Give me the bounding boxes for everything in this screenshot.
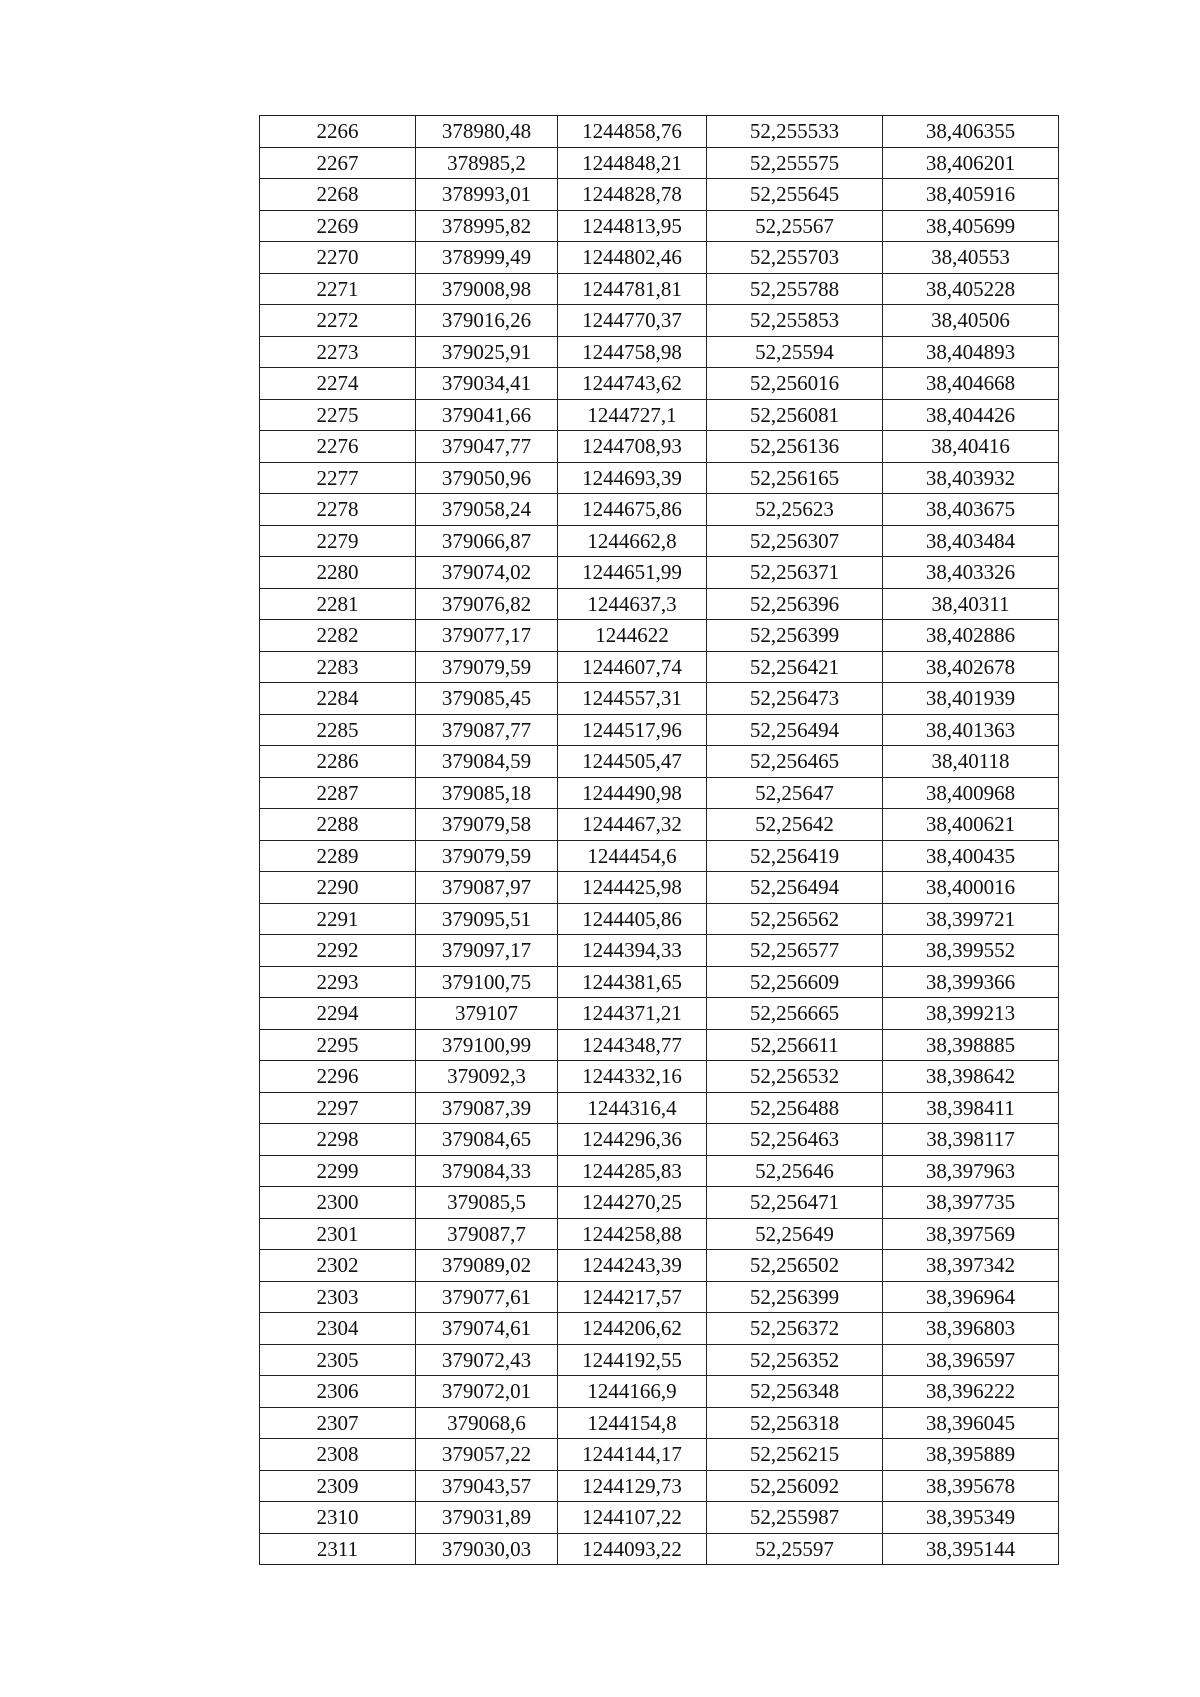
y-coordinate-cell: 1244607,74 — [558, 651, 707, 683]
y-coordinate-cell: 1244770,37 — [558, 305, 707, 337]
point-number-cell: 2280 — [260, 557, 416, 589]
point-number-cell: 2270 — [260, 242, 416, 274]
y-coordinate-cell: 1244296,36 — [558, 1124, 707, 1156]
y-coordinate-cell: 1244848,21 — [558, 147, 707, 179]
x-coordinate-cell: 379100,99 — [416, 1029, 558, 1061]
table-row — [260, 1313, 1059, 1345]
longitude-cell: 38,404668 — [883, 368, 1059, 400]
longitude-cell: 38,405228 — [883, 273, 1059, 305]
x-coordinate-cell: 378993,01 — [416, 179, 558, 211]
table-row — [260, 1344, 1059, 1376]
latitude-cell: 52,25647 — [707, 777, 883, 809]
longitude-cell: 38,403932 — [883, 462, 1059, 494]
x-coordinate-cell: 379034,41 — [416, 368, 558, 400]
x-coordinate-cell: 379047,77 — [416, 431, 558, 463]
x-coordinate-cell: 379016,26 — [416, 305, 558, 337]
longitude-cell: 38,399213 — [883, 998, 1059, 1030]
table-row — [260, 557, 1059, 589]
latitude-cell: 52,256399 — [707, 620, 883, 652]
y-coordinate-cell: 1244316,4 — [558, 1092, 707, 1124]
point-number-cell: 2287 — [260, 777, 416, 809]
table-row — [260, 368, 1059, 400]
longitude-cell: 38,395678 — [883, 1470, 1059, 1502]
longitude-cell: 38,395889 — [883, 1439, 1059, 1471]
point-number-cell: 2306 — [260, 1376, 416, 1408]
point-number-cell: 2278 — [260, 494, 416, 526]
table-row — [260, 1124, 1059, 1156]
latitude-cell: 52,256465 — [707, 746, 883, 778]
longitude-cell: 38,399721 — [883, 903, 1059, 935]
table-row — [260, 714, 1059, 746]
point-number-cell: 2299 — [260, 1155, 416, 1187]
table-row — [260, 966, 1059, 998]
latitude-cell: 52,255788 — [707, 273, 883, 305]
table-row — [260, 1092, 1059, 1124]
point-number-cell: 2289 — [260, 840, 416, 872]
y-coordinate-cell: 1244662,8 — [558, 525, 707, 557]
longitude-cell: 38,396222 — [883, 1376, 1059, 1408]
latitude-cell: 52,256396 — [707, 588, 883, 620]
x-coordinate-cell: 379074,02 — [416, 557, 558, 589]
table-row — [260, 840, 1059, 872]
y-coordinate-cell: 1244093,22 — [558, 1533, 707, 1565]
table-row — [260, 1250, 1059, 1282]
point-number-cell: 2294 — [260, 998, 416, 1030]
point-number-cell: 2293 — [260, 966, 416, 998]
y-coordinate-cell: 1244192,55 — [558, 1344, 707, 1376]
longitude-cell: 38,397342 — [883, 1250, 1059, 1282]
latitude-cell: 52,256081 — [707, 399, 883, 431]
latitude-cell: 52,256473 — [707, 683, 883, 715]
longitude-cell: 38,403675 — [883, 494, 1059, 526]
coordinates-table-body — [260, 116, 1059, 1565]
point-number-cell: 2301 — [260, 1218, 416, 1250]
table-row — [260, 1470, 1059, 1502]
y-coordinate-cell: 1244517,96 — [558, 714, 707, 746]
point-number-cell: 2311 — [260, 1533, 416, 1565]
latitude-cell: 52,25594 — [707, 336, 883, 368]
point-number-cell: 2266 — [260, 116, 416, 148]
point-number-cell: 2297 — [260, 1092, 416, 1124]
longitude-cell: 38,395349 — [883, 1502, 1059, 1534]
y-coordinate-cell: 1244858,76 — [558, 116, 707, 148]
longitude-cell: 38,396597 — [883, 1344, 1059, 1376]
table-row — [260, 462, 1059, 494]
x-coordinate-cell: 379077,17 — [416, 620, 558, 652]
point-number-cell: 2298 — [260, 1124, 416, 1156]
y-coordinate-cell: 1244467,32 — [558, 809, 707, 841]
point-number-cell: 2300 — [260, 1187, 416, 1219]
longitude-cell: 38,398411 — [883, 1092, 1059, 1124]
longitude-cell: 38,404893 — [883, 336, 1059, 368]
y-coordinate-cell: 1244802,46 — [558, 242, 707, 274]
longitude-cell: 38,400621 — [883, 809, 1059, 841]
longitude-cell: 38,403484 — [883, 525, 1059, 557]
point-number-cell: 2271 — [260, 273, 416, 305]
point-number-cell: 2295 — [260, 1029, 416, 1061]
latitude-cell: 52,256352 — [707, 1344, 883, 1376]
table-row — [260, 903, 1059, 935]
longitude-cell: 38,396045 — [883, 1407, 1059, 1439]
table-row — [260, 1029, 1059, 1061]
latitude-cell: 52,256136 — [707, 431, 883, 463]
point-number-cell: 2279 — [260, 525, 416, 557]
y-coordinate-cell: 1244285,83 — [558, 1155, 707, 1187]
point-number-cell: 2291 — [260, 903, 416, 935]
longitude-cell: 38,406201 — [883, 147, 1059, 179]
longitude-cell: 38,405699 — [883, 210, 1059, 242]
y-coordinate-cell: 1244622 — [558, 620, 707, 652]
latitude-cell: 52,25646 — [707, 1155, 883, 1187]
x-coordinate-cell: 379043,57 — [416, 1470, 558, 1502]
x-coordinate-cell: 379087,97 — [416, 872, 558, 904]
table-row — [260, 809, 1059, 841]
longitude-cell: 38,397963 — [883, 1155, 1059, 1187]
point-number-cell: 2268 — [260, 179, 416, 211]
x-coordinate-cell: 379008,98 — [416, 273, 558, 305]
x-coordinate-cell: 379058,24 — [416, 494, 558, 526]
x-coordinate-cell: 379079,58 — [416, 809, 558, 841]
longitude-cell: 38,40416 — [883, 431, 1059, 463]
table-row — [260, 242, 1059, 274]
y-coordinate-cell: 1244693,39 — [558, 462, 707, 494]
longitude-cell: 38,400435 — [883, 840, 1059, 872]
table-row — [260, 1061, 1059, 1093]
point-number-cell: 2285 — [260, 714, 416, 746]
latitude-cell: 52,25597 — [707, 1533, 883, 1565]
latitude-cell: 52,256665 — [707, 998, 883, 1030]
table-row — [260, 399, 1059, 431]
latitude-cell: 52,256463 — [707, 1124, 883, 1156]
table-row — [260, 651, 1059, 683]
table-row — [260, 998, 1059, 1030]
y-coordinate-cell: 1244425,98 — [558, 872, 707, 904]
longitude-cell: 38,40506 — [883, 305, 1059, 337]
latitude-cell: 52,255645 — [707, 179, 883, 211]
x-coordinate-cell: 379085,18 — [416, 777, 558, 809]
point-number-cell: 2292 — [260, 935, 416, 967]
point-number-cell: 2286 — [260, 746, 416, 778]
y-coordinate-cell: 1244107,22 — [558, 1502, 707, 1534]
latitude-cell: 52,256372 — [707, 1313, 883, 1345]
latitude-cell: 52,256165 — [707, 462, 883, 494]
y-coordinate-cell: 1244743,62 — [558, 368, 707, 400]
longitude-cell: 38,40118 — [883, 746, 1059, 778]
longitude-cell: 38,398117 — [883, 1124, 1059, 1156]
longitude-cell: 38,396964 — [883, 1281, 1059, 1313]
latitude-cell: 52,256577 — [707, 935, 883, 967]
table-row — [260, 777, 1059, 809]
x-coordinate-cell: 379074,61 — [416, 1313, 558, 1345]
latitude-cell: 52,255575 — [707, 147, 883, 179]
x-coordinate-cell: 379087,39 — [416, 1092, 558, 1124]
longitude-cell: 38,405916 — [883, 179, 1059, 211]
y-coordinate-cell: 1244454,6 — [558, 840, 707, 872]
y-coordinate-cell: 1244490,98 — [558, 777, 707, 809]
latitude-cell: 52,256562 — [707, 903, 883, 935]
table-row — [260, 1407, 1059, 1439]
x-coordinate-cell: 379025,91 — [416, 336, 558, 368]
latitude-cell: 52,255987 — [707, 1502, 883, 1534]
table-row — [260, 872, 1059, 904]
x-coordinate-cell: 379084,59 — [416, 746, 558, 778]
point-number-cell: 2283 — [260, 651, 416, 683]
x-coordinate-cell: 378980,48 — [416, 116, 558, 148]
point-number-cell: 2282 — [260, 620, 416, 652]
y-coordinate-cell: 1244258,88 — [558, 1218, 707, 1250]
x-coordinate-cell: 379072,01 — [416, 1376, 558, 1408]
y-coordinate-cell: 1244332,16 — [558, 1061, 707, 1093]
longitude-cell: 38,40311 — [883, 588, 1059, 620]
latitude-cell: 52,256092 — [707, 1470, 883, 1502]
y-coordinate-cell: 1244781,81 — [558, 273, 707, 305]
latitude-cell: 52,256494 — [707, 714, 883, 746]
latitude-cell: 52,256348 — [707, 1376, 883, 1408]
x-coordinate-cell: 379077,61 — [416, 1281, 558, 1313]
table-row — [260, 305, 1059, 337]
x-coordinate-cell: 379072,43 — [416, 1344, 558, 1376]
longitude-cell: 38,399552 — [883, 935, 1059, 967]
table-row — [260, 431, 1059, 463]
y-coordinate-cell: 1244651,99 — [558, 557, 707, 589]
x-coordinate-cell: 379107 — [416, 998, 558, 1030]
y-coordinate-cell: 1244243,39 — [558, 1250, 707, 1282]
point-number-cell: 2302 — [260, 1250, 416, 1282]
table-row — [260, 336, 1059, 368]
point-number-cell: 2273 — [260, 336, 416, 368]
y-coordinate-cell: 1244405,86 — [558, 903, 707, 935]
y-coordinate-cell: 1244166,9 — [558, 1376, 707, 1408]
x-coordinate-cell: 379084,33 — [416, 1155, 558, 1187]
longitude-cell: 38,395144 — [883, 1533, 1059, 1565]
y-coordinate-cell: 1244675,86 — [558, 494, 707, 526]
point-number-cell: 2307 — [260, 1407, 416, 1439]
longitude-cell: 38,401363 — [883, 714, 1059, 746]
x-coordinate-cell: 379079,59 — [416, 840, 558, 872]
latitude-cell: 52,256532 — [707, 1061, 883, 1093]
point-number-cell: 2309 — [260, 1470, 416, 1502]
x-coordinate-cell: 379085,45 — [416, 683, 558, 715]
y-coordinate-cell: 1244828,78 — [558, 179, 707, 211]
x-coordinate-cell: 379087,7 — [416, 1218, 558, 1250]
latitude-cell: 52,255703 — [707, 242, 883, 274]
y-coordinate-cell: 1244394,33 — [558, 935, 707, 967]
point-number-cell: 2275 — [260, 399, 416, 431]
y-coordinate-cell: 1244154,8 — [558, 1407, 707, 1439]
table-row — [260, 1502, 1059, 1534]
latitude-cell: 52,256488 — [707, 1092, 883, 1124]
y-coordinate-cell: 1244813,95 — [558, 210, 707, 242]
latitude-cell: 52,256016 — [707, 368, 883, 400]
coordinates-table — [259, 115, 1059, 1565]
point-number-cell: 2274 — [260, 368, 416, 400]
latitude-cell: 52,256502 — [707, 1250, 883, 1282]
x-coordinate-cell: 379030,03 — [416, 1533, 558, 1565]
latitude-cell: 52,255533 — [707, 116, 883, 148]
y-coordinate-cell: 1244144,17 — [558, 1439, 707, 1471]
y-coordinate-cell: 1244505,47 — [558, 746, 707, 778]
point-number-cell: 2281 — [260, 588, 416, 620]
y-coordinate-cell: 1244270,25 — [558, 1187, 707, 1219]
longitude-cell: 38,400968 — [883, 777, 1059, 809]
latitude-cell: 52,25642 — [707, 809, 883, 841]
y-coordinate-cell: 1244217,57 — [558, 1281, 707, 1313]
point-number-cell: 2277 — [260, 462, 416, 494]
table-row — [260, 1281, 1059, 1313]
longitude-cell: 38,400016 — [883, 872, 1059, 904]
x-coordinate-cell: 378999,49 — [416, 242, 558, 274]
y-coordinate-cell: 1244348,77 — [558, 1029, 707, 1061]
point-number-cell: 2284 — [260, 683, 416, 715]
table-row — [260, 588, 1059, 620]
table-row — [260, 1533, 1059, 1565]
x-coordinate-cell: 379085,5 — [416, 1187, 558, 1219]
longitude-cell: 38,401939 — [883, 683, 1059, 715]
x-coordinate-cell: 379095,51 — [416, 903, 558, 935]
x-coordinate-cell: 379068,6 — [416, 1407, 558, 1439]
longitude-cell: 38,398642 — [883, 1061, 1059, 1093]
latitude-cell: 52,256215 — [707, 1439, 883, 1471]
point-number-cell: 2303 — [260, 1281, 416, 1313]
point-number-cell: 2269 — [260, 210, 416, 242]
x-coordinate-cell: 379100,75 — [416, 966, 558, 998]
x-coordinate-cell: 379050,96 — [416, 462, 558, 494]
latitude-cell: 52,256307 — [707, 525, 883, 557]
x-coordinate-cell: 379087,77 — [416, 714, 558, 746]
point-number-cell: 2305 — [260, 1344, 416, 1376]
longitude-cell: 38,398885 — [883, 1029, 1059, 1061]
y-coordinate-cell: 1244129,73 — [558, 1470, 707, 1502]
y-coordinate-cell: 1244381,65 — [558, 966, 707, 998]
table-row — [260, 1376, 1059, 1408]
point-number-cell: 2310 — [260, 1502, 416, 1534]
x-coordinate-cell: 379031,89 — [416, 1502, 558, 1534]
longitude-cell: 38,40553 — [883, 242, 1059, 274]
longitude-cell: 38,397569 — [883, 1218, 1059, 1250]
longitude-cell: 38,403326 — [883, 557, 1059, 589]
latitude-cell: 52,256419 — [707, 840, 883, 872]
point-number-cell: 2308 — [260, 1439, 416, 1471]
longitude-cell: 38,397735 — [883, 1187, 1059, 1219]
x-coordinate-cell: 379041,66 — [416, 399, 558, 431]
y-coordinate-cell: 1244557,31 — [558, 683, 707, 715]
table-row — [260, 179, 1059, 211]
table-row — [260, 210, 1059, 242]
latitude-cell: 52,25623 — [707, 494, 883, 526]
latitude-cell: 52,256421 — [707, 651, 883, 683]
x-coordinate-cell: 379092,3 — [416, 1061, 558, 1093]
table-row — [260, 620, 1059, 652]
longitude-cell: 38,399366 — [883, 966, 1059, 998]
table-row — [260, 1155, 1059, 1187]
point-number-cell: 2267 — [260, 147, 416, 179]
y-coordinate-cell: 1244206,62 — [558, 1313, 707, 1345]
point-number-cell: 2296 — [260, 1061, 416, 1093]
point-number-cell: 2276 — [260, 431, 416, 463]
latitude-cell: 52,256609 — [707, 966, 883, 998]
table-row — [260, 935, 1059, 967]
y-coordinate-cell: 1244371,21 — [558, 998, 707, 1030]
y-coordinate-cell: 1244758,98 — [558, 336, 707, 368]
x-coordinate-cell: 379076,82 — [416, 588, 558, 620]
latitude-cell: 52,256318 — [707, 1407, 883, 1439]
longitude-cell: 38,396803 — [883, 1313, 1059, 1345]
table-row — [260, 525, 1059, 557]
y-coordinate-cell: 1244637,3 — [558, 588, 707, 620]
x-coordinate-cell: 379097,17 — [416, 935, 558, 967]
point-number-cell: 2290 — [260, 872, 416, 904]
table-row — [260, 116, 1059, 148]
latitude-cell: 52,255853 — [707, 305, 883, 337]
latitude-cell: 52,256611 — [707, 1029, 883, 1061]
x-coordinate-cell: 378995,82 — [416, 210, 558, 242]
latitude-cell: 52,256399 — [707, 1281, 883, 1313]
table-row — [260, 746, 1059, 778]
longitude-cell: 38,404426 — [883, 399, 1059, 431]
table-row — [260, 683, 1059, 715]
table-row — [260, 1218, 1059, 1250]
y-coordinate-cell: 1244708,93 — [558, 431, 707, 463]
x-coordinate-cell: 379066,87 — [416, 525, 558, 557]
table-row — [260, 494, 1059, 526]
table-row — [260, 147, 1059, 179]
x-coordinate-cell: 379057,22 — [416, 1439, 558, 1471]
x-coordinate-cell: 379089,02 — [416, 1250, 558, 1282]
latitude-cell: 52,256371 — [707, 557, 883, 589]
table-row — [260, 1187, 1059, 1219]
longitude-cell: 38,402886 — [883, 620, 1059, 652]
x-coordinate-cell: 378985,2 — [416, 147, 558, 179]
latitude-cell: 52,256494 — [707, 872, 883, 904]
latitude-cell: 52,256471 — [707, 1187, 883, 1219]
longitude-cell: 38,402678 — [883, 651, 1059, 683]
point-number-cell: 2304 — [260, 1313, 416, 1345]
x-coordinate-cell: 379084,65 — [416, 1124, 558, 1156]
latitude-cell: 52,25567 — [707, 210, 883, 242]
x-coordinate-cell: 379079,59 — [416, 651, 558, 683]
table-row — [260, 273, 1059, 305]
y-coordinate-cell: 1244727,1 — [558, 399, 707, 431]
point-number-cell: 2288 — [260, 809, 416, 841]
point-number-cell: 2272 — [260, 305, 416, 337]
table-row — [260, 1439, 1059, 1471]
latitude-cell: 52,25649 — [707, 1218, 883, 1250]
longitude-cell: 38,406355 — [883, 116, 1059, 148]
